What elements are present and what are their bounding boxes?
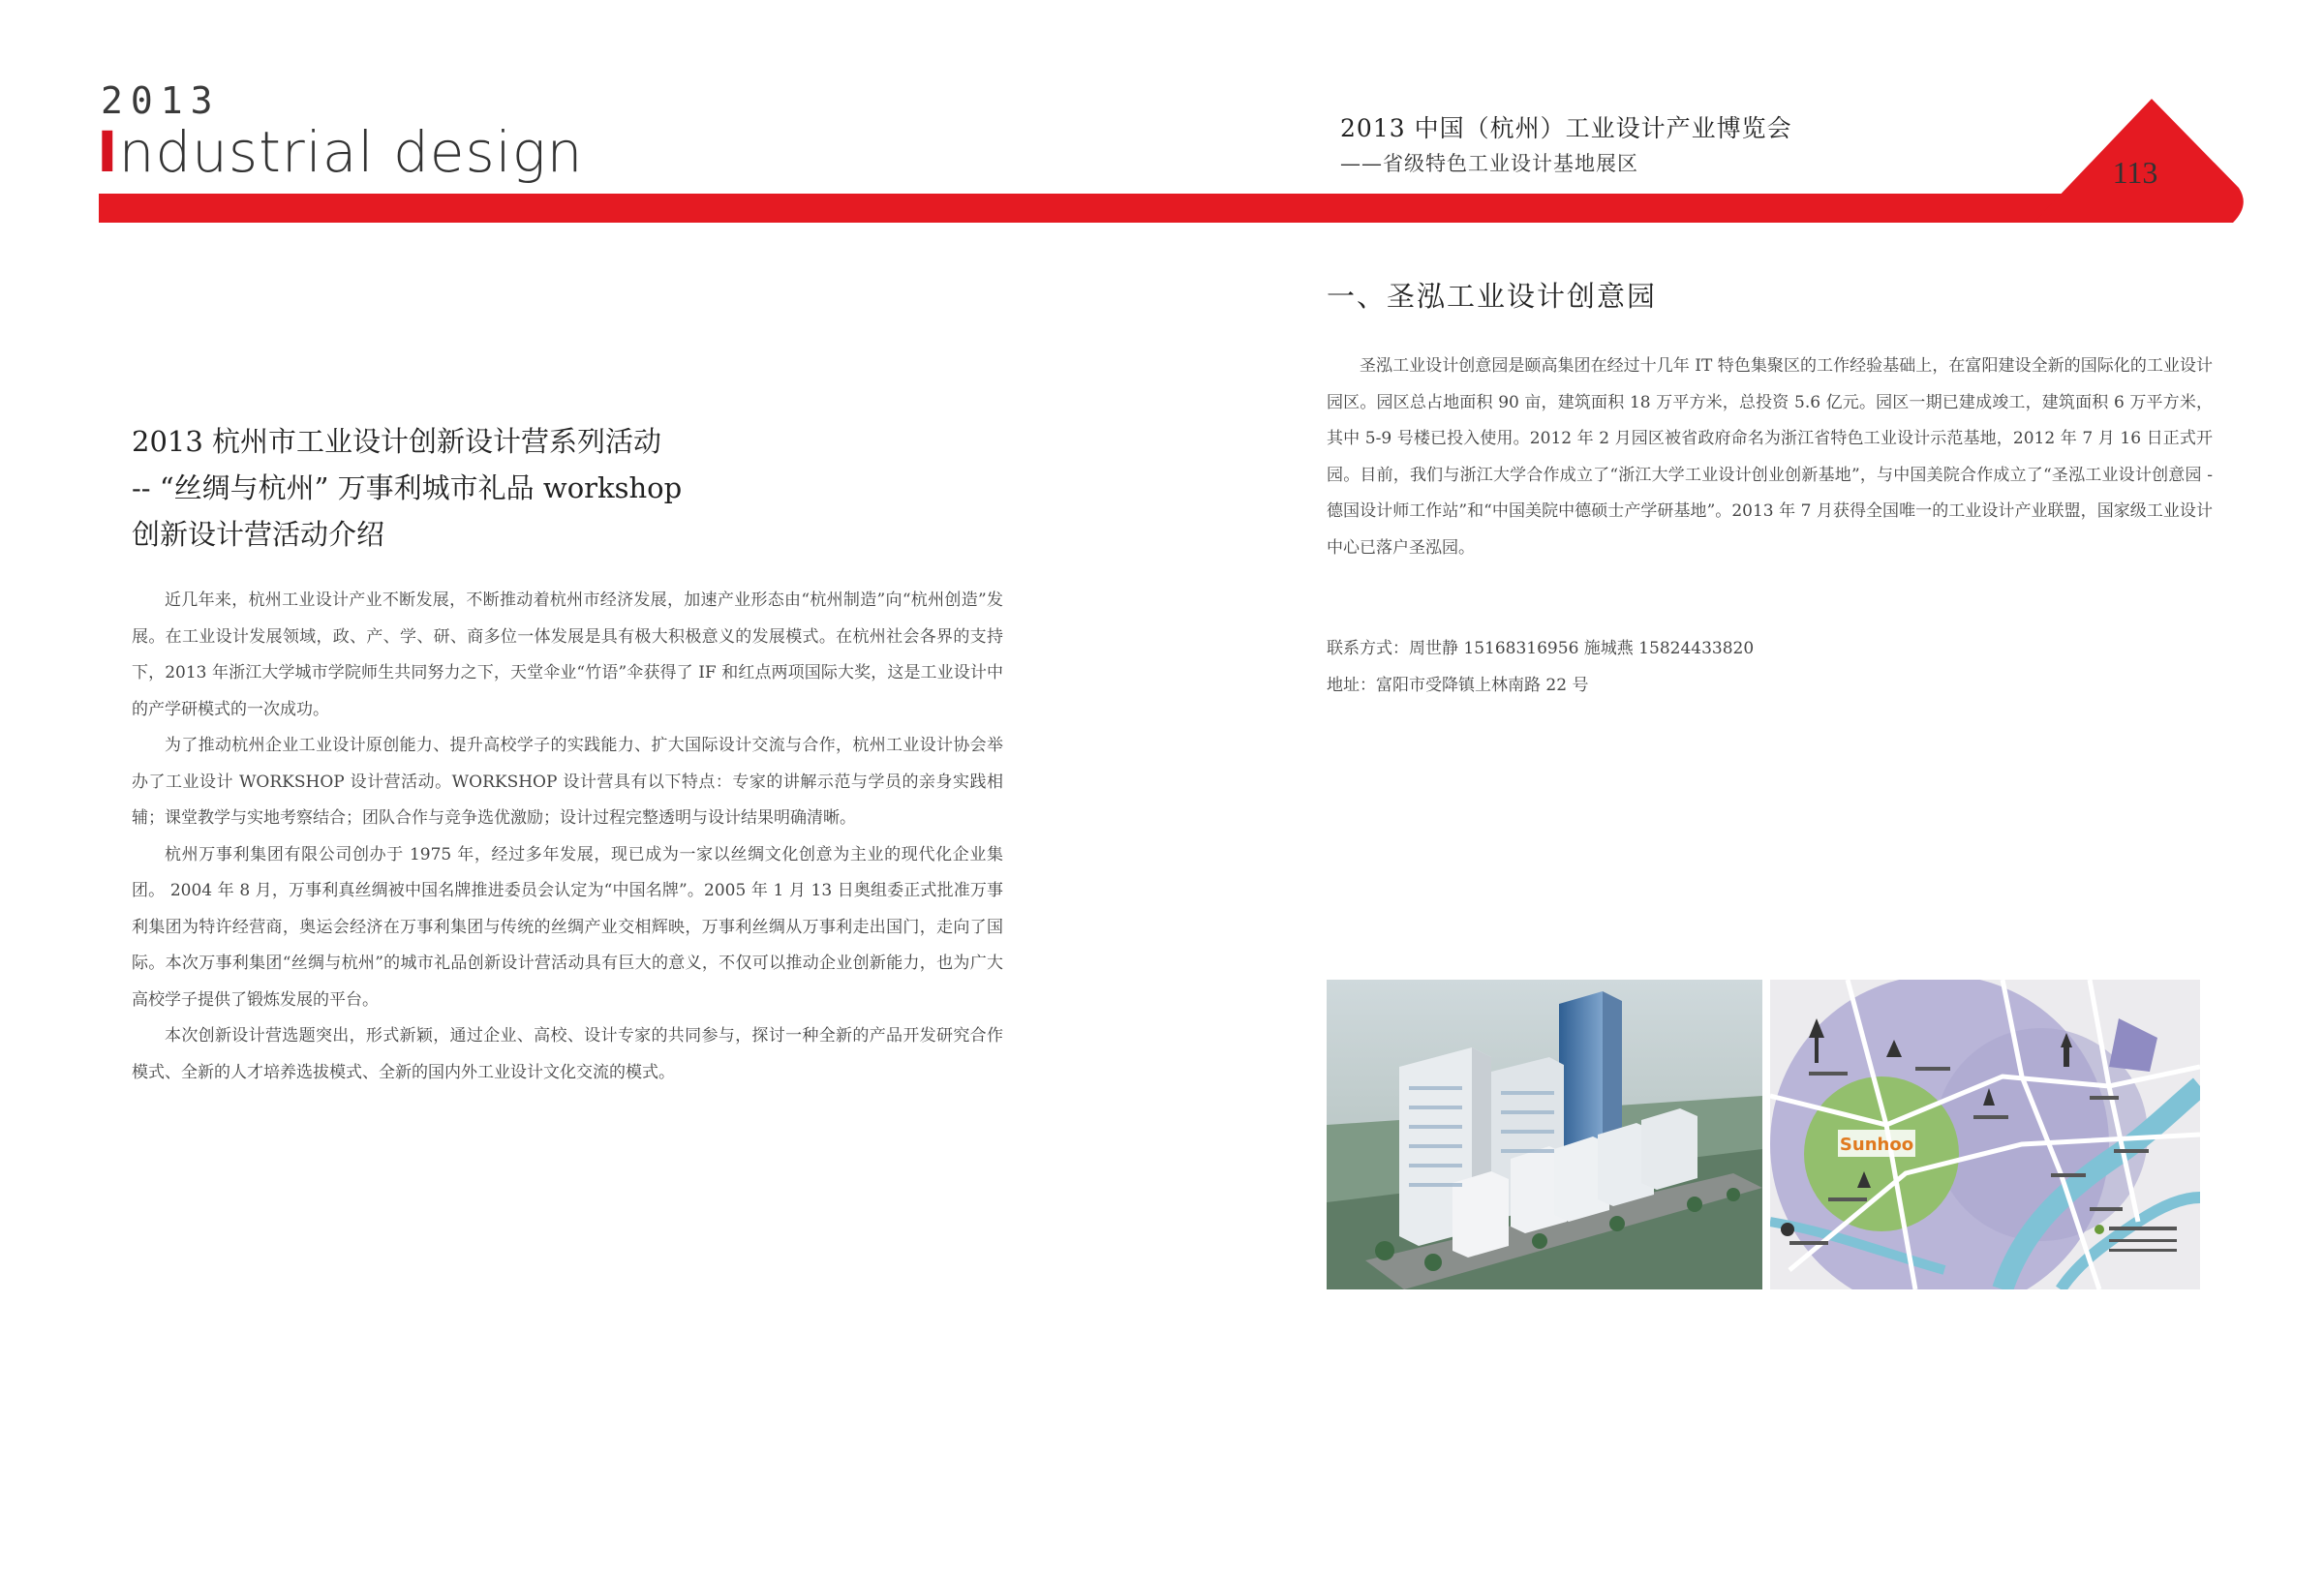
left-article-body bbox=[132, 583, 1003, 1091]
left-article-title bbox=[132, 418, 1052, 558]
header-red-bar bbox=[99, 194, 2190, 223]
header-year: 2013 bbox=[101, 79, 221, 122]
title-line-3: 创新设计营活动介绍 bbox=[132, 518, 385, 551]
expo-subtitle: ——省级特色工业设计基地展区 bbox=[1340, 152, 1638, 175]
title-line-2: -- “丝绸与杭州” 万事利城市礼品 workshop bbox=[132, 471, 683, 504]
title-line-1: 2013 杭州市工业设计创新设计营系列活动 bbox=[132, 425, 662, 458]
left-paragraph-2: 为了推动杭州企业工业设计原创能力、提升高校学子的实践能力、扩大国际设计交流与合作，杭州工业设计协会举办了工业设计 WORKSHOP 设计营活动。WORKSHOP 设计营具有以下特点：专家的讲解示范与学员的亲身实践相辅；课堂教学与实地考察结合；团队合作与竞争选优激励；设计过程完整透明与设计结果明确清晰。 bbox=[132, 736, 1003, 828]
map-logo: Sunhoo bbox=[1839, 1135, 1914, 1155]
right-section-body bbox=[1327, 349, 2213, 566]
brand-rest: ndustrial design bbox=[118, 119, 584, 185]
brand-initial: I bbox=[97, 119, 119, 185]
right-section-heading: 一、圣泓工业设计创意园 bbox=[1327, 280, 1658, 313]
left-paragraph-3: 杭州万事利集团有限公司创办于 1975 年，经过多年发展，现已成为一家以丝绸文化创意为主业的现代化企业集团。 2004 年 8 月，万事利真丝绸被中国名牌推进委员会认定为“中国名牌”。2005 年 1 月 13 日奥组委正式批准万事利集团为特许经营商，奥运会经济在万事利集团与传统的丝绸产业交相辉映，万事利丝绸从万事利走出国门，走向了国际。本次万事利集团“丝绸与杭州”的城市礼品创新设计营活动具有巨大的意义，不仅可以推动企业创新能力，也为广大高校学子提供了锻炼发展的平台。 bbox=[132, 844, 1003, 1010]
left-paragraph-4: 本次创新设计营选题突出，形式新颖，通过企业、高校、设计专家的共同参与，探讨一种全新的产品开发研究合作模式、全新的人才培养选拔模式、全新的国内外工业设计文化交流的模式。 bbox=[132, 1026, 1003, 1082]
page-number: 113 bbox=[2112, 155, 2158, 190]
right-paragraph: 圣泓工业设计创意园是颐高集团在经过十几年 IT 特色集聚区的工作经验基础上，在富阳建设全新的国际化的工业设计园区。园区总占地面积 90 亩，建筑面积 18 万平方米，总投资 5.6 亿元。园区一期已建成竣工，建筑面积 6 万平方米，其中 5-9 号楼已投入使用。2012 年 2 月园区被省政府命名为浙江省特色工业设计示范基地，2012 年 7 月 16 日正式开园。目前，我们与浙江大学合作成立了“浙江大学工业设计创业创新基地”，与中国美院合作成立了“圣泓工业设计创意园 - 德国设计师工作站”和“中国美院中德硕士产学研基地”。2013 年 7 月获得全国唯一的工业设计产业联盟，国家级工业设计中心已落户圣泓园。 bbox=[1327, 356, 2213, 558]
contact-info: 联系方式：周世静 15168316956 施城燕 15824433820 bbox=[1327, 639, 1755, 658]
left-paragraph-1: 近几年来，杭州工业设计产业不断发展，不断推动着杭州市经济发展，加速产业形态由“杭州制造”向“杭州创造”发展。在工业设计发展领域，政、产、学、研、商多位一体发展是具有极大积极意义的发展模式。在杭州社会各界的支持下，2013 年浙江大学城市学院师生共同努力之下，天堂伞业“竹语”伞获得了 IF 和红点两项国际大奖，这是工业设计中的产学研模式的一次成功。 bbox=[132, 591, 1003, 719]
location-map-icon bbox=[1770, 980, 2200, 1289]
header-brand bbox=[97, 118, 583, 186]
building-rendering-icon bbox=[1327, 980, 1762, 1289]
expo-title: 2013 中国（杭州）工业设计产业博览会 bbox=[1340, 114, 1792, 142]
contact-block bbox=[1327, 631, 2213, 704]
address-info: 地址：富阳市受降镇上林南路 22 号 bbox=[1327, 675, 1589, 695]
